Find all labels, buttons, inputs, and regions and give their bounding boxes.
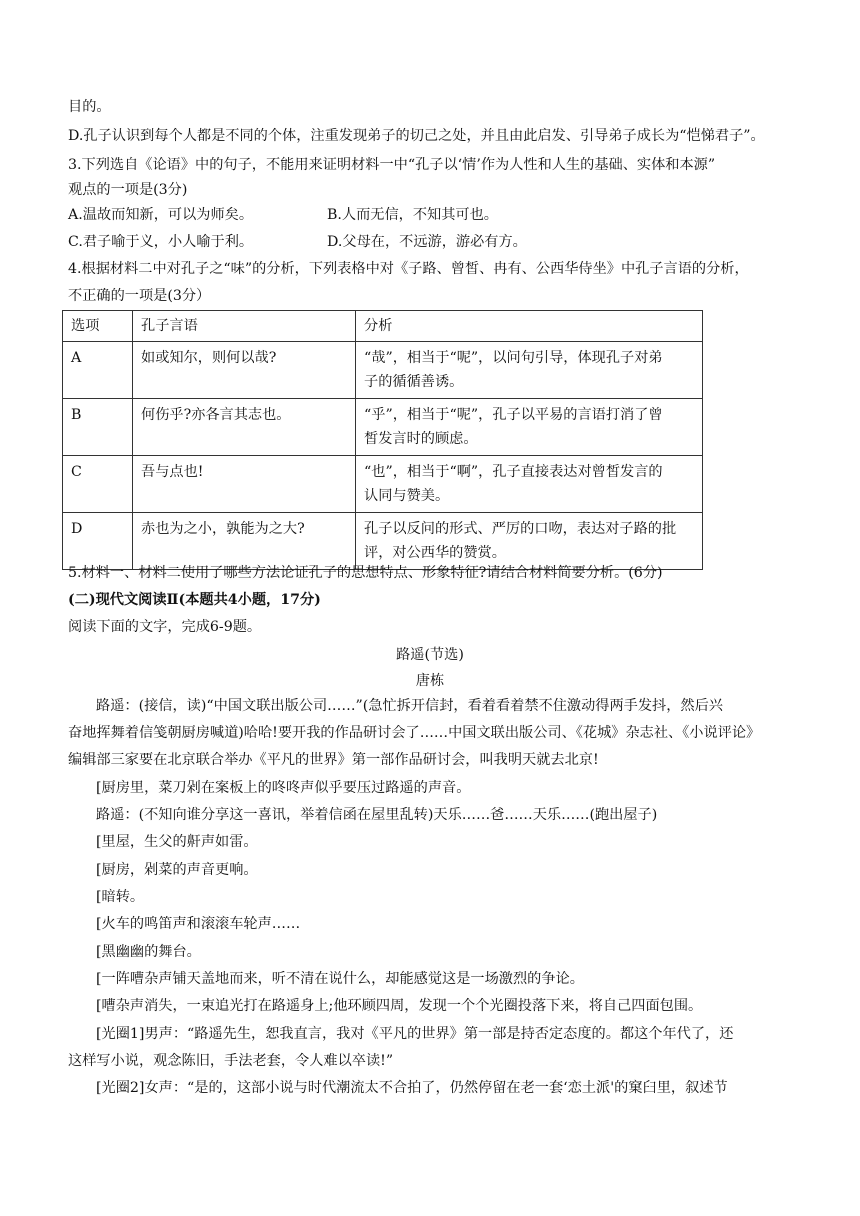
passage-line: [火车的鸣笛声和滚滚车轮声…… bbox=[96, 916, 301, 932]
row-option: A bbox=[63, 342, 133, 399]
analysis-line: “乎”，相当于“呢”，孔子以平易的言语打消了曾 bbox=[364, 407, 663, 423]
row-option: D bbox=[63, 513, 133, 570]
passage-line: [光圈2]女声：“是的，这部小说与时代潮流太不合拍了，仍然停留在老一套‘恋土派'的窠臼里，叙述节 bbox=[96, 1080, 728, 1096]
table-header-quote: 孔子言语 bbox=[133, 311, 356, 342]
q3-option-a: A.温故而知新，可以为师矣。 bbox=[68, 207, 254, 223]
analysis-table bbox=[62, 310, 703, 570]
table-row bbox=[63, 399, 703, 456]
analysis-line: 认同与赞美。 bbox=[364, 488, 450, 504]
question-5: 5.材料一、材料二使用了哪些方法论证孔子的思想特点、形象特征?请结合材料简要分析。(6分) bbox=[68, 565, 663, 581]
row-quote: 何伤乎?亦各言其志也。 bbox=[133, 399, 356, 456]
analysis-line: 皙发言时的顾虑。 bbox=[364, 431, 478, 447]
passage-line: [黑幽幽的舞台。 bbox=[96, 944, 201, 960]
table-row bbox=[63, 456, 703, 513]
row-quote: 赤也为之小，孰能为之大? bbox=[133, 513, 356, 570]
passage-line: 这样写小说，观念陈旧，手法老套，令人难以卒读!” bbox=[68, 1053, 394, 1069]
question-4-stem-cont: 不正确的一项是(3分） bbox=[68, 288, 211, 304]
row-option: C bbox=[63, 456, 133, 513]
row-analysis bbox=[356, 456, 703, 513]
passage-line: [里屋，生父的鼾声如雷。 bbox=[96, 834, 258, 850]
analysis-line: 孔子以反问的形式、严厉的口吻，表达对子路的批 bbox=[364, 521, 677, 537]
passage-line: [暗转。 bbox=[96, 889, 145, 905]
table-row bbox=[63, 342, 703, 399]
passage-line: [厨房，剁菜的声音更响。 bbox=[96, 862, 258, 878]
table-header-option: 选项 bbox=[63, 311, 133, 342]
q3-option-d: D.父母在，不远游，游必有方。 bbox=[327, 234, 527, 250]
passage-line: [嘈杂声消失，一束追光打在路遥身上;他环顾四周，发现一个个光圈投落下来，将自己四面包围。 bbox=[96, 998, 703, 1014]
passage-title: 路遥(节选) bbox=[396, 647, 464, 663]
section-heading: (二)现代文阅读Ⅱ(本题共4小题，17分) bbox=[68, 592, 321, 608]
analysis-line: “也”，相当于“啊”，孔子直接表达对曾皙发言的 bbox=[364, 464, 663, 480]
question-3-stem: 3.下列选自《论语》中的句子，不能用来证明材料一中“孔子以‘情’作为人性和人生的基础、实体和本源” bbox=[68, 157, 716, 173]
row-analysis bbox=[356, 342, 703, 399]
row-quote: 吾与点也! bbox=[133, 456, 356, 513]
text-line: 目的。 bbox=[68, 99, 111, 115]
passage-line: 路遥：(不知向谁分享这一喜讯，举着信函在屋里乱转)天乐……爸……天乐……(跑出屋子) bbox=[96, 807, 658, 823]
table-header-analysis: 分析 bbox=[356, 311, 703, 342]
option-d-prev: D.孔子认识到每个人都是不同的个体，注重发现弟子的切己之处，并且由此启发、引导弟子成长为“恺悌君子”。 bbox=[68, 128, 765, 144]
passage-line: 路遥：(接信，读)“中国文联出版公司……”(急忙拆开信封，看着看着禁不住激动得两手发抖，然后兴 bbox=[96, 698, 723, 714]
row-quote: 如或知尔，则何以哉? bbox=[133, 342, 356, 399]
row-analysis bbox=[356, 399, 703, 456]
question-3-stem-cont: 观点的一项是(3分) bbox=[68, 182, 188, 198]
table-row bbox=[63, 513, 703, 570]
passage-line: [光圈1]男声：“路遥先生，恕我直言，我对《平凡的世界》第一部是持否定态度的。都这个年代了，还 bbox=[96, 1026, 734, 1042]
passage-line: [厨房里，菜刀剁在案板上的咚咚声似乎要压过路遥的声音。 bbox=[96, 780, 471, 796]
reading-instruction: 阅读下面的文字，完成6-9题。 bbox=[68, 619, 262, 635]
passage-author: 唐栋 bbox=[415, 673, 445, 689]
q3-option-b: B.人而无信，不知其可也。 bbox=[327, 207, 498, 223]
row-analysis bbox=[356, 513, 703, 570]
question-4-stem: 4.根据材料二中对孔子之“味”的分析，下列表格中对《子路、曾皙、冉有、公西华侍坐》中孔子言语的分析， bbox=[68, 261, 749, 277]
analysis-line: 评，对公西华的赞赏。 bbox=[364, 545, 506, 561]
passage-line: 编辑部三家要在北京联合举办《平凡的世界》第一部作品研讨会，叫我明天就去北京! bbox=[68, 752, 599, 768]
analysis-line: “哉”，相当于“呢”，以问句引导，体现孔子对弟 bbox=[364, 350, 663, 366]
q3-option-c: C.君子喻于义，小人喻于利。 bbox=[68, 234, 254, 250]
passage-line: 奋地挥舞着信笺朝厨房喊道)哈哈!要开我的作品研讨会了……中国文联出版公司、《花城》杂志社、《小说评论》 bbox=[68, 725, 761, 741]
passage-line: [一阵嘈杂声铺天盖地而来，听不清在说什么，却能感觉这是一场激烈的争论。 bbox=[96, 971, 584, 987]
analysis-line: 子的循循善诱。 bbox=[364, 374, 464, 390]
table-header-row bbox=[63, 311, 703, 342]
row-option: B bbox=[63, 399, 133, 456]
